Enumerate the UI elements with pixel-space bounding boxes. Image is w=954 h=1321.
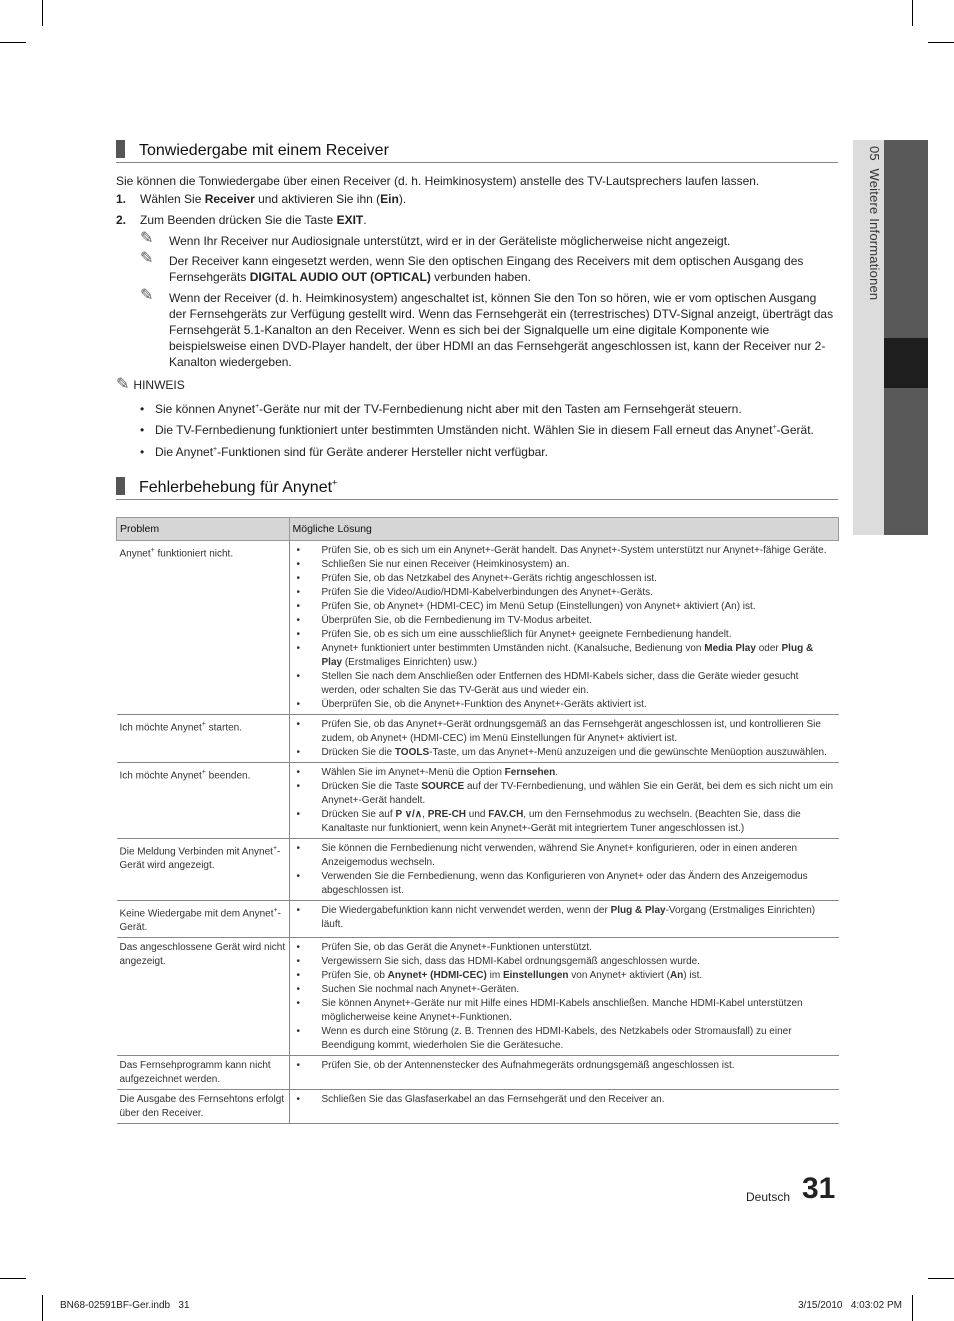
solution-cell: • Die Wiedergabefunktion kann nicht verwendet werden, wenn der Plug & Play-Vorgang (Erstmaliges Einrichten) läuft. (289, 901, 839, 938)
crop-mark (928, 1278, 954, 1279)
table-row (117, 1090, 839, 1124)
table-header-row (117, 518, 839, 541)
table-row (117, 901, 839, 938)
crop-mark (0, 42, 26, 43)
hinweis-bullet: • Sie können Anynet+-Geräte nur mit der TV-Fernbedienung nicht aber mit den Tasten am Fernsehgerät steuern. (140, 402, 742, 416)
pencil-icon: ✎ (140, 250, 154, 267)
hinweis-bullet: • Die TV-Fernbedienung funktioniert unter bestimmten Umständen nicht. Wählen Sie in diesem Fall erneut das Anynet+-Gerät. (140, 423, 814, 437)
footer-language: Deutsch (746, 1190, 791, 1204)
pencil-icon: ✎ (116, 376, 130, 393)
section-heading-receiver: Tonwiedergabe mit einem Receiver (116, 140, 838, 163)
crop-mark (912, 0, 913, 26)
note-1: ✎ Wenn Ihr Receiver nur Audiosignale unterstützt, wird er in der Geräteliste möglicherweise nicht angezeigt. (140, 230, 731, 248)
solution-cell: • Sie können die Fernbedienung nicht verwenden, während Sie Anynet+ konfigurieren, oder in einen anderen Anzeigemodus wechseln. • Verwenden Sie die Fernbedienung, wenn das Konfigurieren von Anynet+ oder das Ändern des Anzeigemodus abgeschlossen ist. (289, 839, 839, 901)
problem-cell: Die Ausgabe des Fernsehtons erfolgt über den Receiver. (117, 1090, 290, 1124)
column-header-solution: Mögliche Lösung (289, 518, 839, 541)
step-1: 1. Wählen Sie Receiver und aktivieren Sie ihn (Ein). (116, 192, 407, 206)
problem-cell: Die Meldung Verbinden mit Anynet+-Gerät wird angezeigt. (117, 839, 290, 901)
note-2: ✎ Der Receiver kann eingesetzt werden, wenn Sie den optischen Eingang des Receivers mit dem optischen Ausgang des Fernsehgeräts DIGITAL AUDIO OUT (OPTICAL) verbunden haben. (140, 250, 804, 284)
solution-cell: • Prüfen Sie, ob das Anynet+-Gerät ordnungsgemäß an das Fernsehgerät angeschlossen ist, und kontrollieren Sie zudem, ob Anynet+ (HDMI-CEC) im Menü Einstellungen für Anynet+ aktiviert ist. • Drücken Sie die TOOLS-Taste, um das Anynet+-Menü anzuzeigen und die gewünschte Menüoption auszuwählen. (289, 715, 839, 763)
problem-cell: Das angeschlossene Gerät wird nicht angezeigt. (117, 938, 290, 1056)
heading-bar-icon (116, 477, 125, 495)
crop-mark (0, 1278, 26, 1279)
chapter-side-tab (853, 140, 928, 535)
crop-mark (42, 0, 43, 26)
heading-bar-icon (116, 140, 125, 158)
pencil-icon: ✎ (140, 230, 154, 247)
table-row (117, 763, 839, 839)
table-row (117, 715, 839, 763)
crop-mark (42, 1295, 43, 1321)
step-2: 2. Zum Beenden drücken Sie die Taste EXIT. (116, 213, 367, 227)
hinweis-bullet: • Die Anynet+-Funktionen sind für Geräte anderer Hersteller nicht verfügbar. (140, 445, 548, 459)
table-row (117, 541, 839, 715)
intro-text: Sie können die Tonwiedergabe über einen Receiver (d. h. Heimkinosystem) anstelle des TV-Lautsprechers laufen lassen. (116, 174, 760, 188)
print-slug-file: BN68-02591BF-Ger.indb 31 (60, 1300, 190, 1311)
solution-cell: • Prüfen Sie, ob es sich um ein Anynet+-Gerät handelt. Das Anynet+-System unterstützt nur Anynet+-fähige Geräte. • Schließen Sie nur einen Receiver (Heimkinosystem) an. • Prüfen Sie, ob das Netzkabel des Anynet+-Geräts richtig angeschlossen ist. • Prüfen Sie die Video/Audio/HDMI-Kabelverbindungen des Anynet+-Geräts. • Prüfen Sie, ob Anynet+ (HDMI-CEC) im Menü Setup (Einstellungen) von Anynet+ aktiviert (An) ist. • Überprüfen Sie, ob die Fernbedienung im TV-Modus arbeitet. • Prüfen Sie, ob es sich um eine ausschließlich für Anynet+ geeignete Fernbedienung handelt. • Anynet+ funktioniert unter bestimmten Umständen nicht. (Kanalsuche, Bedienung von Media Play oder Plug & Play (Erstmaliges Einrichten) usw.) • Stellen Sie nach dem Anschließen oder Entfernen des HDMI-Kabels sicher, dass die Geräte wieder gesucht werden, oder schalten Sie das TV-Gerät aus und wieder ein. • Überprüfen Sie, ob die Anynet+-Funktion des Anynet+-Geräts aktiviert ist. (289, 541, 839, 715)
problem-cell: Ich möchte Anynet+ beenden. (117, 763, 290, 839)
table-row (117, 839, 839, 901)
problem-cell: Anynet+ funktioniert nicht. (117, 541, 290, 715)
table-row (117, 938, 839, 1056)
section-heading-troubleshooting: Fehlerbehebung für Anynet+ (116, 477, 838, 500)
side-tab-marker (884, 338, 928, 388)
note-3: ✎ Wenn der Receiver (d. h. Heimkinosystem) angeschaltet ist, können Sie den Ton so hören, wie er vom optischen Ausgang der Fernsehgeräts zur Verfügung gestellt wird. Wenn das Fernsehgerät ein (terrestrisches) DTV-Signal anzeigt, überträgt das Fernsehgerät 5.1-Kanalton an den Receiver. Wenn es sich bei der Signalquelle um eine digitale Komponente wie beispielsweise einen DVD-Player handelt, der über HDMI an das Fernsehgerät angeschlossen ist, kann der Receiver nur 2-Kanalton wiedergeben. (140, 287, 834, 369)
solution-cell: • Prüfen Sie, ob der Antennenstecker des Aufnahmegeräts ordnungsgemäß angeschlossen ist. (289, 1056, 839, 1090)
problem-cell: Ich möchte Anynet+ starten. (117, 715, 290, 763)
crop-mark (912, 1295, 913, 1321)
crop-mark (928, 42, 954, 43)
solution-cell: • Wählen Sie im Anynet+-Menü die Option Fernsehen. • Drücken Sie die Taste SOURCE auf der TV-Fernbedienung, und wählen Sie ein Gerät, bei dem es sich nicht um ein Anynet+-Gerät handelt. • Drücken Sie auf P ∨/∧, PRE-CH und FAV.CH, um den Fernsehmodus zu wechseln. (Beachten Sie, dass die Kanaltaste nur funktioniert, wenn kein Anynet+-Gerät mit integriertem Tuner angeschlossen ist.) (289, 763, 839, 839)
problem-cell: Das Fernsehprogramm kann nicht aufgezeichnet werden. (117, 1056, 290, 1090)
solution-cell: • Schließen Sie das Glasfaserkabel an das Fernsehgerät und den Receiver an. (289, 1090, 839, 1124)
problem-cell: Keine Wiedergabe mit dem Anynet+-Gerät. (117, 901, 290, 938)
hinweis-label: ✎ HINWEIS (116, 376, 185, 393)
troubleshooting-table (116, 517, 839, 1124)
column-header-problem: Problem (117, 518, 290, 541)
page-number: 31 (802, 1172, 836, 1205)
print-slug-datetime: 3/15/2010 4:03:02 PM (798, 1300, 902, 1311)
pencil-icon: ✎ (140, 287, 154, 304)
chapter-title: 05 Weitere Informationen (867, 146, 882, 301)
solution-cell: • Prüfen Sie, ob das Gerät die Anynet+-Funktionen unterstützt. • Vergewissern Sie sich, dass das HDMI-Kabel ordnungsgemäß angeschlossen wurde. • Prüfen Sie, ob Anynet+ (HDMI-CEC) im Einstellungen von Anynet+ aktiviert (An) ist. • Suchen Sie nochmal nach Anynet+-Geräten. • Sie können Anynet+-Geräte nur mit Hilfe eines HDMI-Kabels anschließen. Manche HDMI-Kabel unterstützen möglicherweise keine Anynet+-Funktionen. • Wenn es durch eine Störung (z. B. Trennen des HDMI-Kabels, des Netzkabels oder Stromausfall) zu einer Beendigung kommt, wiederholen Sie die Gerätesuche. (289, 938, 839, 1056)
table-row (117, 1056, 839, 1090)
